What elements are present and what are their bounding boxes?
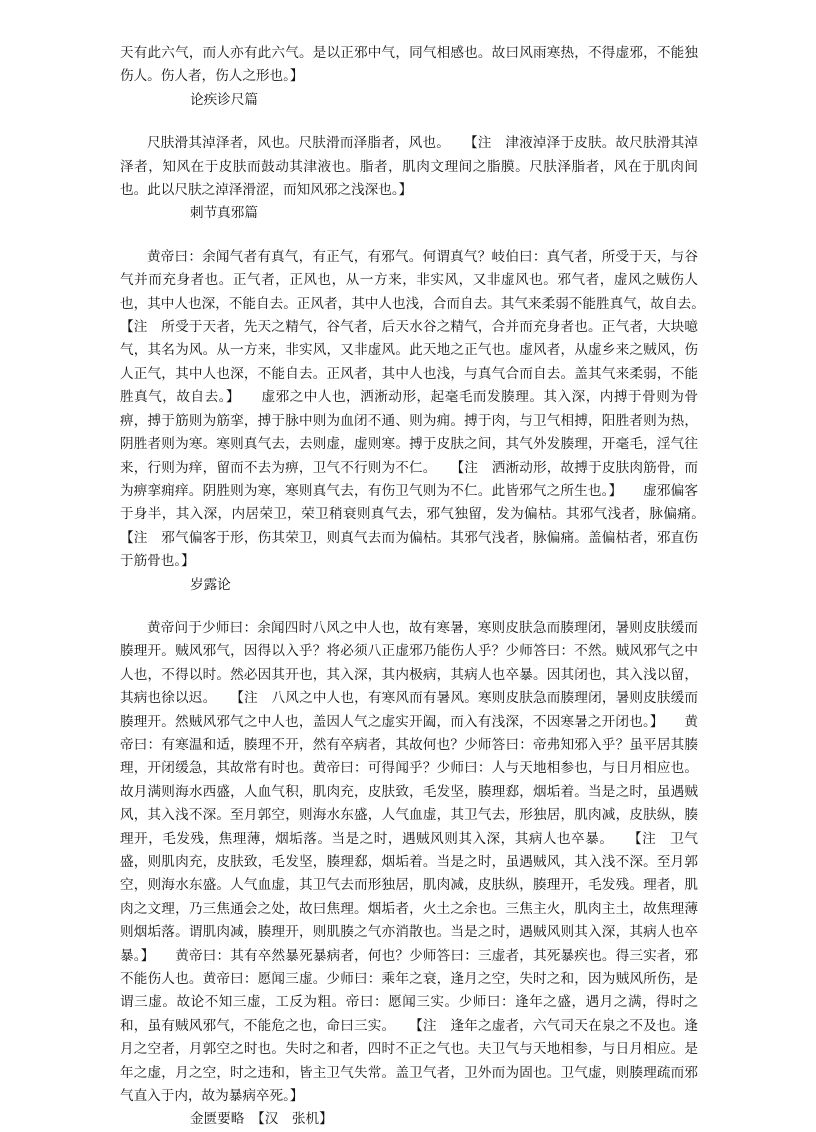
paragraph-zhenqi: 黄帝曰：余闻气者有真气，有正气，有邪气。何谓真气？岐伯曰：真气者，所受于天，与谷气并而充身者也。正气者，正风也，从一方来，非实风，又非虚风也。邪气者，虚风之贼伤人也，其中人也深，不能自去。正风者，其中人也浅，合而自去。其气来柔弱不能胜真气，故自去。 【注 所受于天者，先天之精气，谷气者，后天水谷之精气，合并而充身者也。正气者，大块噫气，其名为风。从一方来，非实风，又非虚风。此天地之正气也。虚风者，从虚乡来之贼风，伤人正气，其中人也深，不能自去。正风者，其中人也浅，与真气合而自去。盖其气来柔弱，不能胜真气，故自去。】 虚邪之中人也，洒淅动形，起毫毛而发腠理。其入深，内搏于骨则为骨痹，搏于筋则为筋挛，搏于脉中则为血闭不通、则为痈。搏于肉，与卫气相搏，阳胜者则为热，阴胜者则为寒。寒则真气去，去则虚，虚则寒。搏于皮肤之间，其气外发腠理，开毫毛，淫气往来，行则为痒，留而不去为痹，卫气不行则为不仁。 【注 洒淅动形，故搏于皮肤肉筋骨，而为痹挛痈痒。阴胜则为寒，寒则真气去，有伤卫气则为不仁。此皆邪气之所生也。】 虚邪偏客于身半，其入深，内居荣卫，荣卫稍衰则真气去，邪气独留，发为偏枯。其邪气浅者，脉偏痛。 【注 邪气偏客于形，伤其荣卫，则真气去而为偏枯。其邪气浅者，脉偏痛。盖偏枯者，邪直伤于筋骨也。】 [120, 248, 726, 570]
section-heading-jinkuiyaolue: 金匮要略 【汉 张机】 [190, 1111, 333, 1128]
section-heading-suilu: 岁露论 [190, 576, 231, 593]
document-page [120, 0, 726, 1132]
section-heading-cijiezhenxie: 刺节真邪篇 [190, 205, 258, 222]
paragraph-chifu: 尺肤滑其淖泽者，风也。尺肤滑而泽脂者，风也。 【注 津液淖泽于皮肤。故尺肤滑其淖泽者，知风在于皮肤而鼓动其津液也。脂者，肌肉文理间之脂膜。尺肤泽脂者，风在于肌肉间也。此以尺肤之淖泽滑涩，而知风邪之浅深也。】 [120, 135, 698, 199]
section-heading-lunjizhenchi: 论疾诊尺篇 [190, 91, 258, 108]
paragraph-continuation: 天有此六气，而人亦有此六气。是以正邪中气，同气相感也。故曰风雨寒热，不得虚邪，不能独伤人。伤人者，伤人之形也。】 [120, 45, 698, 85]
paragraph-bafeng: 黄帝问于少师曰：余闻四时八风之中人也，故有寒暑，寒则皮肤急而腠理闭，暑则皮肤缓而腠理开。贼风邪气，因得以入乎？将必须八正虚邪乃能伤人乎？少师答曰：不然。贼风邪气之中人也，不得以时。然必因其开也，其入深，其内极病，其病人也卒暴。因其闭也，其入浅以留，其病也徐以迟。 【注 八风之中人也，有寒风而有暑风。寒则皮肤急而腠理闭，暑则皮肤缓而腠理开。然贼风邪气之中人也，盖因人气之虚实开阖，而入有浅深，不因寒暑之开闭也。】 黄帝曰：有寒温和适，腠理不开，然有卒病者，其故何也？少师答曰：帝弗知邪入乎？虽平居其腠理，开闭缓急，其故常有时也。黄帝曰：可得闻乎？少师曰：人与天地相参也，与日月相应也。故月满则海水西盛，人血气积，肌肉充，皮肤致，毛发坚，腠理郄，烟垢着。当是之时，虽遇贼风，其入浅不深。至月郭空，则海水东盛，人气血虚，其卫气去，形独居，肌肉减，皮肤纵，腠理开，毛发残，焦理薄，烟垢落。当是之时，遇贼风则其入深，其病人也卒暴。 【注 卫气盛，则肌肉充，皮肤致，毛发坚，腠理郄，烟垢着。当是之时，虽遇贼风，其入浅不深。至月郭空，则海水东盛。人气血虚，其卫气去而形独居，肌肉减，皮肤纵，腠理开，毛发残。理者，肌肉之文理，乃三焦通会之处，故曰焦理。烟垢者，火土之余也。三焦主火，肌肉主土，故焦理薄则烟垢落。谓肌肉减，腠理开，则肌腠之气亦消散也。当是之时，遇贼风则其入深，其病人也卒暴。】 黄帝曰：其有卒然暴死暴病者，何也？少师答曰：三虚者，其死暴疾也。得三实者，邪不能伤人也。黄帝曰：愿闻三虚。少师曰：乘年之衰，逢月之空，失时之和，因为贼风所伤，是谓三虚。故论不知三虚，工反为粗。帝曰：愿闻三实。少师曰：逢年之盛，遇月之满，得时之和，虽有贼风邪气，不能危之也，命曰三实。 【注 逢年之虚者，六气司天在泉之不及也。逢月之空者，月郭空之时也。失时之和者，四时不正之气也。夫卫气与天地相参，与日月相应。是年之虚，月之空，时之违和，皆主卫气失常。盖卫气者，卫外而为固也。卫气虚，则腠理疏而邪气直入于内，故为暴病卒死。】 [120, 619, 698, 1105]
